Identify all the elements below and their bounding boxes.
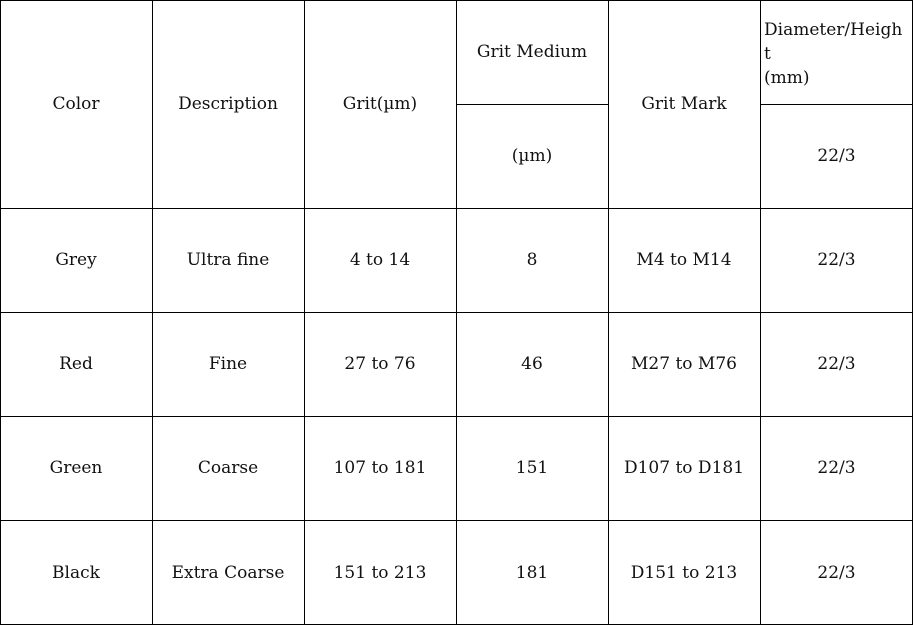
header-grit-medium-unit-text: (µm) [511,146,553,166]
table-cell-diameter-height [760,312,913,416]
table-cell-description [152,208,304,312]
cell-text: 22/3 [817,562,856,583]
cell-text: M4 to M14 [636,250,732,270]
cell-text: 8 [526,250,538,270]
header-grit-text: Grit(µm) [342,94,418,114]
header-grit-medium-unit [456,104,608,208]
table-cell-grit-medium [456,416,608,520]
table-border-left [0,0,1,625]
table-cell-grit-medium [456,208,608,312]
cell-text: 46 [521,354,543,374]
table-cell-color [0,208,152,312]
header-diameter-height-line1: Diameter/Heigh [764,20,903,40]
table-cell-description [152,416,304,520]
table-cell-grit-mark [608,520,760,625]
column-divider [456,0,457,625]
cell-text: Ultra fine [186,250,270,270]
table-cell-grit-mark [608,312,760,416]
table-cell-grit-medium [456,312,608,416]
cell-text: 151 [515,458,549,478]
cell-text: 107 to 181 [333,458,427,478]
column-divider [760,0,761,625]
table-cell-diameter-height [760,520,913,625]
header-split-line [456,104,608,105]
header-diameter-height [760,0,913,104]
table-cell-color [0,520,152,625]
table-cell-grit [304,520,456,625]
table-cell-description [152,312,304,416]
column-divider [304,0,305,625]
header-description-text: Description [178,94,278,114]
cell-text: D107 to D181 [623,458,745,478]
cell-text: 22/3 [817,458,856,478]
header-diameter-height-line3: (mm) [764,68,810,88]
table-cell-grit-medium [456,520,608,625]
table-cell-diameter-height [760,416,913,520]
cell-text: 181 [515,562,549,583]
cell-text: Black [52,562,100,583]
header-diameter-height-value-text: 22/3 [817,146,856,166]
table-cell-grit [304,312,456,416]
cell-text: 22/3 [817,250,856,270]
cell-text: Grey [55,250,97,270]
header-diameter-height-value [760,104,913,208]
header-description [152,0,304,208]
cell-text: 151 to 213 [333,562,427,583]
cell-text: 4 to 14 [349,250,411,270]
header-color [0,0,152,208]
header-color-text: Color [52,94,100,114]
table-cell-color [0,416,152,520]
column-divider [152,0,153,625]
table-cell-diameter-height [760,208,913,312]
header-grit-mark-text: Grit Mark [641,94,727,114]
header-grit-medium [456,0,608,104]
table-cell-grit [304,208,456,312]
table-cell-grit-mark [608,416,760,520]
table-cell-color [0,312,152,416]
header-diameter-height-line2: t [764,44,771,64]
cell-text: 22/3 [817,354,856,374]
column-divider [608,0,609,625]
cell-text: Extra Coarse [171,562,285,583]
header-split-line [760,104,913,105]
cell-text: Fine [208,354,248,374]
cell-text: 27 to 76 [344,354,416,374]
table-cell-grit [304,416,456,520]
table-cell-grit-mark [608,208,760,312]
header-grit [304,0,456,208]
cell-text: Green [49,458,103,478]
table-cell-description [152,520,304,625]
cell-text: Coarse [197,458,259,478]
cell-text: M27 to M76 [631,354,737,374]
cell-text: D151 to 213 [630,562,738,583]
cell-text: Red [59,354,93,374]
header-grit-medium-text: Grit Medium [476,42,588,62]
header-grit-mark [608,0,760,208]
